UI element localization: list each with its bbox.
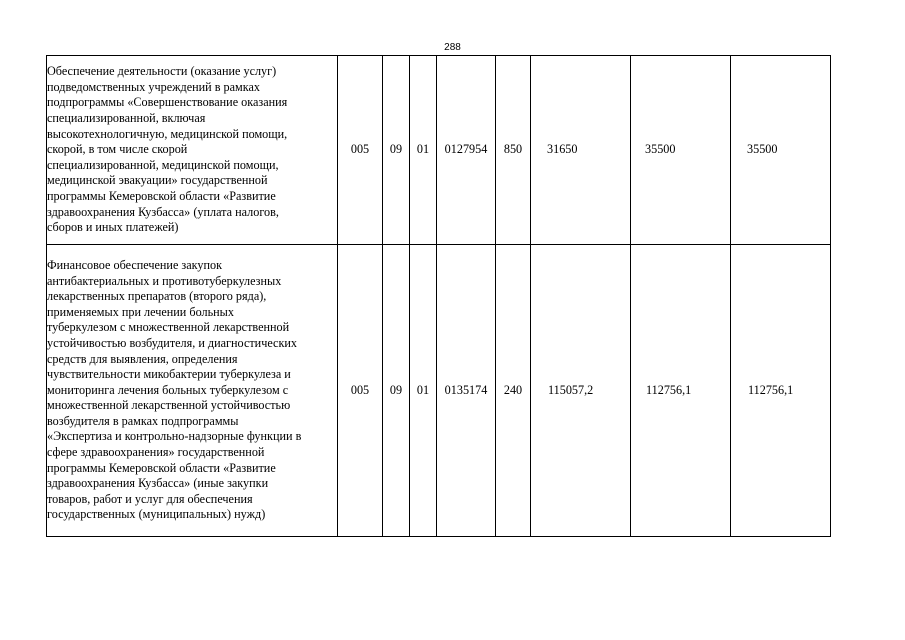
target-article-code: 0127954 [437, 56, 496, 245]
amount-year-1: 115057,2 [531, 245, 631, 537]
amount-year-2: 35500 [631, 56, 731, 245]
page-number: 288 [444, 42, 461, 53]
amount-year-1: 31650 [531, 56, 631, 245]
expense-type-code: 850 [496, 56, 531, 245]
section-code: 09 [383, 56, 410, 245]
expense-type-code: 240 [496, 245, 531, 537]
amount-year-3: 112756,1 [731, 245, 831, 537]
budget-table [46, 55, 831, 537]
ministry-code: 005 [338, 245, 383, 537]
amount-year-3: 35500 [731, 56, 831, 245]
target-article-code: 0135174 [437, 245, 496, 537]
section-code: 09 [383, 245, 410, 537]
ministry-code: 005 [338, 56, 383, 245]
expense-description: Обеспечение деятельности (оказание услуг) подведомственных учреждений в рамках подпрограммы «Совершенствование оказания специализированной, включая высокотехнологичную, медицинской помощи, скорой, в том числе скорой специализированной, медицинской помощи, медицинской эвакуации» государственной программы Кемеровской области «Развитие здравоохранения Кузбасса» (уплата налогов, сборов и иных платежей) [47, 56, 338, 245]
subsection-code: 01 [410, 245, 437, 537]
subsection-code: 01 [410, 56, 437, 245]
expense-description: Финансовое обеспечение закупок антибактериальных и противотуберкулезных лекарственных препаратов (второго ряда), применяемых при лечении больных туберкулезом с множественной лекарственной устойчивостью возбудителя, и диагностических средств для выявления, определения чувствительности микобактерии туберкулеза и мониторинга лечения больных туберкулезом с множественной лекарственной устойчивостью возбудителя в рамках подпрограммы «Экспертиза и контрольно-надзорные функции в сфере здравоохранения» государственной программы Кемеровской области «Развитие здравоохранения Кузбасса» (иные закупки товаров, работ и услуг для обеспечения государственных (муниципальных) нужд) [47, 245, 338, 537]
amount-year-2: 112756,1 [631, 245, 731, 537]
table-row [47, 56, 831, 245]
table-row [47, 245, 831, 537]
